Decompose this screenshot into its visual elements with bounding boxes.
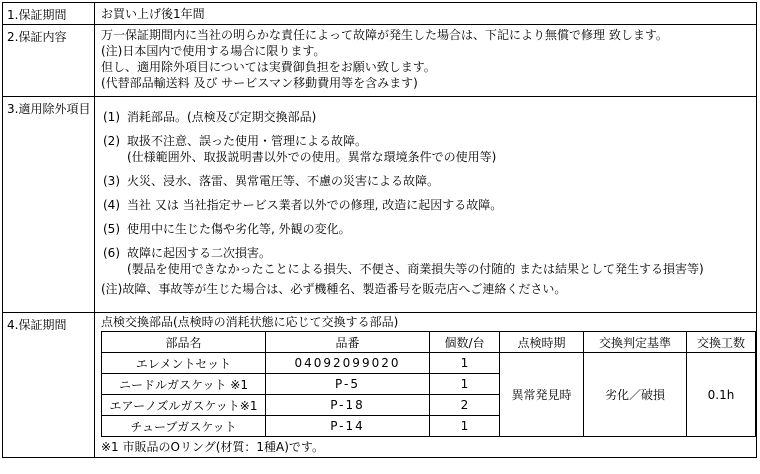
header-part-name: 部品名 — [102, 332, 266, 353]
part-number: P-18 — [266, 395, 430, 416]
parts-footnote: ※1 市販品のOリング(材質：1種A)です。 — [101, 440, 324, 454]
exclusion-number: (6) — [103, 246, 120, 260]
exclusion-number: (4) — [103, 198, 120, 212]
part-number: 04092099020 — [266, 353, 430, 374]
exclusion-item — [101, 173, 756, 189]
exclusions-note: (注)故障、事故等が生じた場合は、必ず機種名、製造番号を販売店へご連絡ください。 — [101, 282, 567, 296]
exclusion-subtext: (仕様範囲外、取扱説明書以外での使用。異常な環境条件での使用等) — [127, 150, 497, 164]
exclusion-item — [101, 133, 756, 165]
header-timing: 点検時期 — [500, 332, 584, 353]
exclusion-text: 取扱不注意、誤った使用・管理による故障。 — [127, 134, 368, 148]
exclusion-number: (1) — [103, 110, 120, 124]
part-quantity: 1 — [430, 416, 500, 437]
exclusion-number: (2) — [103, 134, 120, 148]
content-line: 万一保証期間内に当社の明らかな責任によって故障が発生した場合は、下記により無償で修理 致します。 — [101, 28, 668, 42]
period-text — [95, 3, 757, 25]
exclusion-item — [101, 245, 756, 277]
part-quantity: 2 — [430, 395, 500, 416]
content-line: (注)日本国内で使用する場合に限ります。 — [101, 44, 326, 58]
parts-label: 4.保証期間 — [3, 313, 95, 458]
inspection-timing: 異常発見時 — [500, 353, 584, 437]
exclusion-item — [101, 109, 756, 125]
replacement-criteria: 劣化／破損 — [584, 353, 687, 437]
content-line: 但し、適用除外項目については実費御負担をお願い致します。 — [101, 60, 436, 74]
part-name: エアーノズルガスケット※1 — [102, 395, 266, 416]
row-content — [3, 25, 757, 97]
header-criteria: 交換判定基準 — [584, 332, 687, 353]
exclusions-list — [95, 97, 757, 313]
exclusion-text: 使用中に生じた傷や劣化等, 外観の変化。 — [127, 222, 351, 236]
parts-header-row — [102, 332, 756, 353]
content-text — [95, 25, 757, 97]
exclusion-text: 故障に起因する二次損害。 — [127, 246, 272, 260]
part-name: チューブガスケット — [102, 416, 266, 437]
row-exclusions — [3, 97, 757, 313]
header-quantity: 個数/台 — [430, 332, 500, 353]
exclusion-number: (5) — [103, 222, 120, 236]
header-hours: 交換工数 — [687, 332, 756, 353]
warranty-table — [2, 2, 757, 458]
exclusion-text: 消耗部品。(点検及び定期交換部品) — [127, 110, 317, 124]
parts-table — [101, 331, 756, 437]
exclusion-item — [101, 221, 756, 237]
row-parts — [3, 313, 757, 458]
content-line: (代替部品輸送料 及び サービスマン移動費用等を含みます) — [101, 76, 418, 90]
exclusion-text: 当社 又は 当社指定サービス業者以外での修理, 改造に起因する故障。 — [127, 198, 503, 212]
part-name: エレメントセット — [102, 353, 266, 374]
header-part-number: 品番 — [266, 332, 430, 353]
exclusions-label: 3.適用除外項目 — [3, 97, 95, 313]
part-number: P-14 — [266, 416, 430, 437]
period-value: お買い上げ後1年間 — [101, 7, 205, 21]
part-number: P-5 — [266, 374, 430, 395]
table-row — [102, 353, 756, 374]
exclusion-item — [101, 197, 756, 213]
exclusion-number: (3) — [103, 174, 120, 188]
part-quantity: 1 — [430, 353, 500, 374]
parts-section — [95, 313, 757, 458]
row-period — [3, 3, 757, 25]
parts-title: 点検交換部品(点検時の消耗状態に応じて交換する部品) — [101, 315, 399, 329]
replacement-hours: 0.1h — [687, 353, 756, 437]
part-name: ニードルガスケット ※1 — [102, 374, 266, 395]
exclusion-subtext: (製品を使用できなかったことによる損失、不便さ、商業損失等の付随的 または結果として発生する損害等) — [127, 262, 704, 276]
period-label: 1.保証期間 — [3, 3, 95, 25]
exclusion-text: 火災、浸水、落雷、異常電圧等、不慮の災害による故障。 — [127, 174, 440, 188]
content-label: 2.保証内容 — [3, 25, 95, 97]
part-quantity: 1 — [430, 374, 500, 395]
